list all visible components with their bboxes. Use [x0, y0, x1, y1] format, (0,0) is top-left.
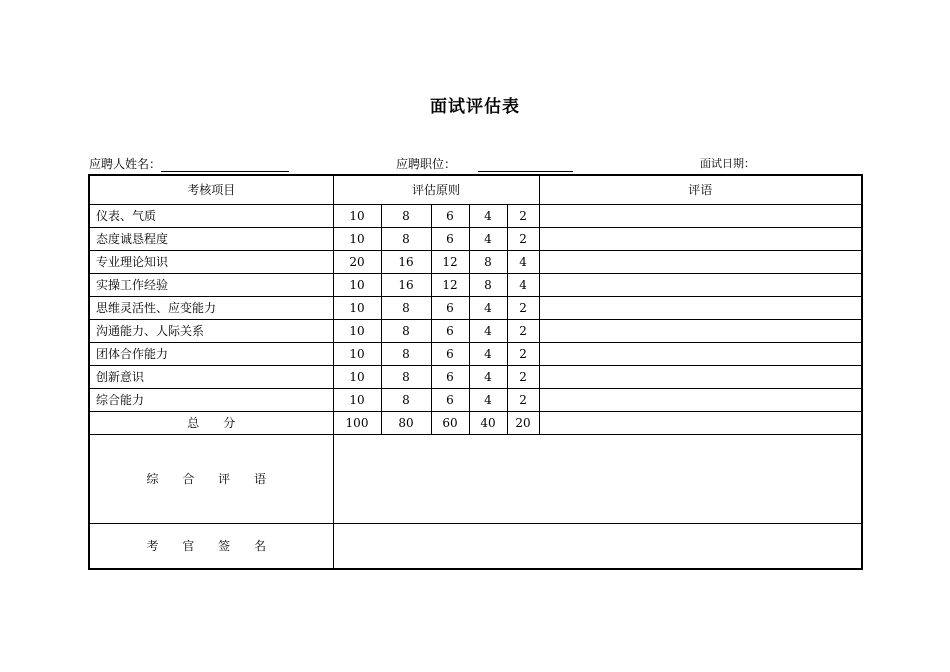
evaluation-table — [88, 174, 863, 570]
score-cell[interactable]: 4 — [469, 320, 507, 343]
applicant-name-field — [89, 156, 289, 172]
comment-cell[interactable] — [539, 389, 862, 412]
item-label: 态度诚恳程度 — [89, 228, 333, 251]
score-cell[interactable]: 8 — [381, 343, 431, 366]
score-cell[interactable]: 2 — [507, 228, 539, 251]
score-cell[interactable]: 6 — [431, 366, 469, 389]
interview-date-label: 面试日期： — [700, 157, 755, 170]
applicant-name-label: 应聘人姓名： — [89, 157, 162, 171]
position-blank[interactable] — [478, 157, 573, 172]
score-cell[interactable]: 4 — [507, 274, 539, 297]
table-row — [89, 205, 862, 228]
score-cell[interactable]: 20 — [333, 251, 381, 274]
table-row — [89, 320, 862, 343]
score-cell[interactable]: 8 — [469, 251, 507, 274]
comment-cell[interactable] — [539, 320, 862, 343]
score-cell[interactable]: 2 — [507, 297, 539, 320]
applicant-name-blank[interactable] — [161, 157, 289, 172]
score-cell[interactable]: 6 — [431, 320, 469, 343]
score-cell[interactable]: 2 — [507, 320, 539, 343]
score-cell[interactable]: 6 — [431, 297, 469, 320]
score-cell[interactable]: 6 — [431, 343, 469, 366]
item-label: 实操工作经验 — [89, 274, 333, 297]
table-row — [89, 274, 862, 297]
overall-comment-row — [89, 435, 862, 524]
score-cell[interactable]: 2 — [507, 366, 539, 389]
score-cell[interactable]: 8 — [469, 274, 507, 297]
score-cell[interactable]: 4 — [469, 366, 507, 389]
overall-comment-cell[interactable] — [333, 435, 862, 524]
table-row — [89, 366, 862, 389]
score-cell[interactable]: 10 — [333, 366, 381, 389]
total-comment-cell[interactable] — [539, 412, 862, 435]
item-label: 综合能力 — [89, 389, 333, 412]
score-cell[interactable]: 4 — [469, 205, 507, 228]
total-score: 40 — [469, 412, 507, 435]
score-cell[interactable]: 6 — [431, 205, 469, 228]
score-cell[interactable]: 16 — [381, 274, 431, 297]
overall-comment-label: 综 合 评 语 — [89, 435, 333, 524]
total-score: 60 — [431, 412, 469, 435]
item-label: 团体合作能力 — [89, 343, 333, 366]
total-score: 100 — [333, 412, 381, 435]
comment-cell[interactable] — [539, 343, 862, 366]
score-cell[interactable]: 2 — [507, 389, 539, 412]
page-title: 面试评估表 — [430, 97, 520, 117]
table-row — [89, 251, 862, 274]
comment-cell[interactable] — [539, 228, 862, 251]
score-cell[interactable]: 16 — [381, 251, 431, 274]
score-cell[interactable]: 2 — [507, 343, 539, 366]
score-cell[interactable]: 4 — [469, 297, 507, 320]
position-label: 应聘职位： — [396, 157, 457, 171]
score-cell[interactable]: 4 — [469, 389, 507, 412]
score-cell[interactable]: 10 — [333, 343, 381, 366]
position-field — [396, 156, 573, 172]
score-cell[interactable]: 10 — [333, 320, 381, 343]
total-row — [89, 412, 862, 435]
total-score: 80 — [381, 412, 431, 435]
item-label: 创新意识 — [89, 366, 333, 389]
score-cell[interactable]: 8 — [381, 320, 431, 343]
comment-cell[interactable] — [539, 205, 862, 228]
score-cell[interactable]: 8 — [381, 389, 431, 412]
comment-cell[interactable] — [539, 297, 862, 320]
table-row — [89, 297, 862, 320]
score-cell[interactable]: 8 — [381, 297, 431, 320]
table-row — [89, 228, 862, 251]
score-cell[interactable]: 8 — [381, 205, 431, 228]
score-cell[interactable]: 12 — [431, 251, 469, 274]
item-label: 仪表、气质 — [89, 205, 333, 228]
comment-cell[interactable] — [539, 366, 862, 389]
score-cell[interactable]: 8 — [381, 228, 431, 251]
header-criteria: 评估原则 — [333, 175, 539, 205]
score-cell[interactable]: 12 — [431, 274, 469, 297]
interviewer-signature-label: 考 官 签 名 — [89, 524, 333, 570]
score-cell[interactable]: 10 — [333, 274, 381, 297]
table-row — [89, 343, 862, 366]
score-cell[interactable]: 2 — [507, 205, 539, 228]
comment-cell[interactable] — [539, 251, 862, 274]
item-label: 思维灵活性、应变能力 — [89, 297, 333, 320]
item-label: 专业理论知识 — [89, 251, 333, 274]
score-cell[interactable]: 10 — [333, 228, 381, 251]
interview-date-field — [700, 156, 755, 172]
total-label: 总 分 — [89, 412, 333, 435]
header-comment: 评语 — [539, 175, 862, 205]
score-cell[interactable]: 6 — [431, 228, 469, 251]
score-cell[interactable]: 10 — [333, 205, 381, 228]
score-cell[interactable]: 4 — [469, 343, 507, 366]
signature-row — [89, 524, 862, 570]
header-row — [89, 175, 862, 205]
comment-cell[interactable] — [539, 274, 862, 297]
interviewer-signature-cell[interactable] — [333, 524, 862, 570]
score-cell[interactable]: 8 — [381, 366, 431, 389]
score-cell[interactable]: 4 — [507, 251, 539, 274]
score-cell[interactable]: 4 — [469, 228, 507, 251]
score-cell[interactable]: 10 — [333, 389, 381, 412]
table-row — [89, 389, 862, 412]
header-item: 考核项目 — [89, 175, 333, 205]
score-cell[interactable]: 10 — [333, 297, 381, 320]
item-label: 沟通能力、人际关系 — [89, 320, 333, 343]
total-score: 20 — [507, 412, 539, 435]
score-cell[interactable]: 6 — [431, 389, 469, 412]
